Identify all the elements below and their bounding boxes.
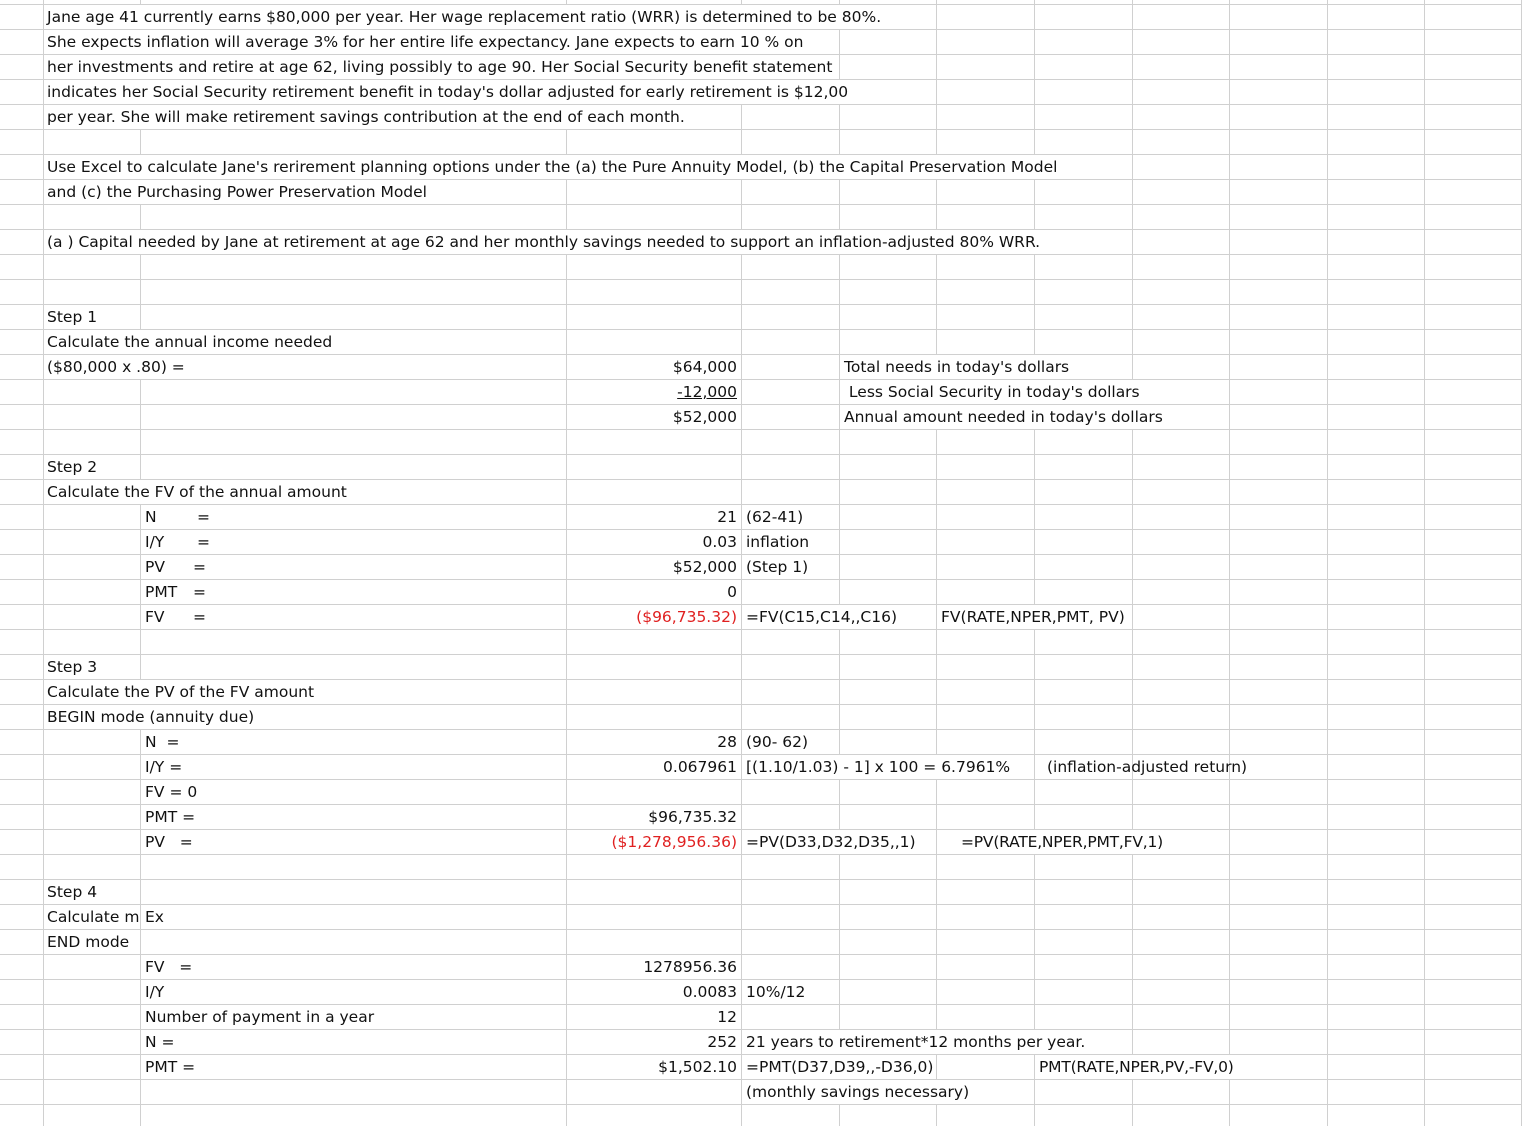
gridline	[43, 0, 44, 1126]
step1-formula-label[interactable]: ($80,000 x .80) =	[46, 355, 186, 379]
step4-label[interactable]: Number of payment in a year	[144, 1005, 375, 1029]
instructions-line[interactable]: and (c) the Purchasing Power Preservation Model	[46, 180, 428, 204]
gridline	[1229, 0, 1230, 1126]
step4-formula[interactable]: =PMT(D37,D39,,-D36,0)	[745, 1055, 934, 1079]
part-a-heading[interactable]: (a ) Capital needed by Jane at retirement at age 62 and her monthly savings needed to support an inflation-adjusted 80% WRR.	[46, 230, 1041, 254]
step3-note[interactable]: [(1.10/1.03) - 1] x 100 = 6.7961%	[745, 755, 1011, 779]
step3-note[interactable]: (90- 62)	[745, 730, 809, 754]
intro-line[interactable]: Jane age 41 currently earns $80,000 per year. Her wage replacement ratio (WRR) is determined to be 80%.	[46, 5, 882, 29]
gridline	[0, 629, 1522, 630]
gridline	[0, 929, 1522, 930]
step4-footnote[interactable]: (monthly savings necessary)	[745, 1080, 970, 1104]
step4-label[interactable]: FV =	[144, 955, 193, 979]
step3-formula[interactable]: =PV(D33,D32,D35,,1)	[745, 830, 917, 854]
gridline	[0, 804, 1522, 805]
step2-equals: =	[196, 530, 211, 554]
step4-value[interactable]: 0.0083	[567, 980, 738, 1004]
intro-line[interactable]: per year. She will make retirement savings contribution at the end of each month.	[46, 105, 686, 129]
gridline	[0, 854, 1522, 855]
gridline	[0, 379, 1522, 380]
step2-equals: =	[192, 605, 207, 629]
intro-line[interactable]: her investments and retire at age 62, living possibly to age 90. Her Social Security benefit statement	[46, 55, 833, 79]
step1-note[interactable]: Total needs in today's dollars	[843, 355, 1070, 379]
step2-title[interactable]: Step 2	[46, 455, 98, 479]
step2-label[interactable]: PV	[144, 555, 166, 579]
step3-value[interactable]: 28	[567, 730, 738, 754]
step4-description-overflow[interactable]: Ex	[144, 905, 165, 929]
gridline	[1327, 0, 1328, 1126]
gridline	[0, 254, 1522, 255]
step4-description[interactable]: Calculate m	[46, 905, 140, 929]
step1-value[interactable]: $64,000	[567, 355, 738, 379]
gridline	[0, 354, 1522, 355]
instructions-line[interactable]: Use Excel to calculate Jane's rerirement planning options under the (a) the Pure Annuity Model, (b) the Capital Preservation Model	[46, 155, 1058, 179]
step3-label[interactable]: PV =	[144, 830, 194, 854]
step2-label[interactable]: N	[144, 505, 158, 529]
step2-fv-result[interactable]: ($96,735.32)	[567, 605, 738, 629]
step4-title[interactable]: Step 4	[46, 880, 98, 904]
step4-label[interactable]: I/Y	[144, 980, 165, 1004]
step3-note-extra[interactable]: (inflation-adjusted return)	[1047, 758, 1248, 776]
step2-equals: =	[192, 580, 207, 604]
intro-line[interactable]: indicates her Social Security retirement benefit in today's dollar adjusted for early retirement is $12,00	[46, 80, 849, 104]
step2-value[interactable]: $52,000	[567, 555, 738, 579]
gridline	[0, 454, 1522, 455]
step1-title[interactable]: Step 1	[46, 305, 98, 329]
step2-formula[interactable]: =FV(C15,C14,,C16)	[745, 605, 898, 629]
step1-note[interactable]: Less Social Security in today's dollars	[843, 380, 1141, 404]
step4-value[interactable]: 12	[567, 1005, 738, 1029]
gridline	[0, 954, 1522, 955]
gridline	[0, 404, 1522, 405]
step4-value[interactable]: 1278956.36	[567, 955, 738, 979]
step2-description[interactable]: Calculate the FV of the annual amount	[46, 480, 348, 504]
step1-value[interactable]: $52,000	[567, 405, 738, 429]
gridline	[1132, 0, 1133, 1126]
step3-label[interactable]: N =	[144, 730, 180, 754]
step2-note[interactable]: inflation	[745, 530, 810, 554]
gridline	[0, 129, 1522, 130]
gridline	[0, 654, 1522, 655]
step1-value[interactable]: -12,000	[567, 380, 738, 404]
gridline	[0, 304, 1522, 305]
gridline	[0, 904, 1522, 905]
gridline	[0, 579, 1522, 580]
step3-label[interactable]: I/Y =	[144, 755, 183, 779]
step2-label[interactable]: I/Y	[144, 530, 165, 554]
step3-mode[interactable]: BEGIN mode (annuity due)	[46, 705, 255, 729]
step4-value[interactable]: 252	[567, 1030, 738, 1054]
step2-note[interactable]: (Step 1)	[745, 555, 809, 579]
step2-value[interactable]: 0.03	[567, 530, 738, 554]
step3-pv-result[interactable]: ($1,278,956.36)	[567, 830, 738, 854]
step4-formula-syntax[interactable]: PMT(RATE,NPER,PV,-FV,0)	[1038, 1055, 1235, 1079]
step2-equals: =	[192, 555, 207, 579]
step4-note[interactable]: 21 years to retirement*12 months per year.	[745, 1030, 1086, 1054]
step2-label[interactable]: FV	[144, 605, 166, 629]
gridline	[0, 204, 1522, 205]
gridline	[0, 279, 1522, 280]
gridline	[1424, 0, 1425, 1126]
step3-title[interactable]: Step 3	[46, 655, 98, 679]
step3-description[interactable]: Calculate the PV of the FV amount	[46, 680, 315, 704]
step1-note[interactable]: Annual amount needed in today's dollars	[843, 405, 1164, 429]
step2-label[interactable]: PMT	[144, 580, 178, 604]
step2-equals: =	[196, 505, 211, 529]
step3-value[interactable]: $96,735.32	[567, 805, 738, 829]
step2-value[interactable]: 21	[567, 505, 738, 529]
step3-value[interactable]: 0.067961	[567, 755, 738, 779]
step1-description[interactable]: Calculate the annual income needed	[46, 330, 333, 354]
step3-formula-syntax[interactable]: =PV(RATE,NPER,PMT,FV,1)	[960, 830, 1164, 854]
gridline	[0, 879, 1522, 880]
intro-line[interactable]: She expects inflation will average 3% for her entire life expectancy. Jane expects to earn 10 % on	[46, 30, 804, 54]
step2-value[interactable]: 0	[567, 580, 738, 604]
step4-note[interactable]: 10%/12	[745, 980, 806, 1004]
step2-note[interactable]: (62-41)	[745, 505, 804, 529]
step4-label[interactable]: PMT =	[144, 1055, 196, 1079]
step3-label[interactable]: PMT =	[144, 805, 196, 829]
step3-label[interactable]: FV = 0	[144, 780, 198, 804]
step4-mode[interactable]: END mode	[46, 930, 130, 954]
gridline	[0, 779, 1522, 780]
step4-label[interactable]: N =	[144, 1030, 176, 1054]
step4-pmt-result[interactable]: $1,502.10	[567, 1055, 738, 1079]
gridline	[0, 429, 1522, 430]
gridline	[0, 1104, 1522, 1105]
step2-formula-syntax[interactable]: FV(RATE,NPER,PMT, PV)	[940, 605, 1126, 629]
